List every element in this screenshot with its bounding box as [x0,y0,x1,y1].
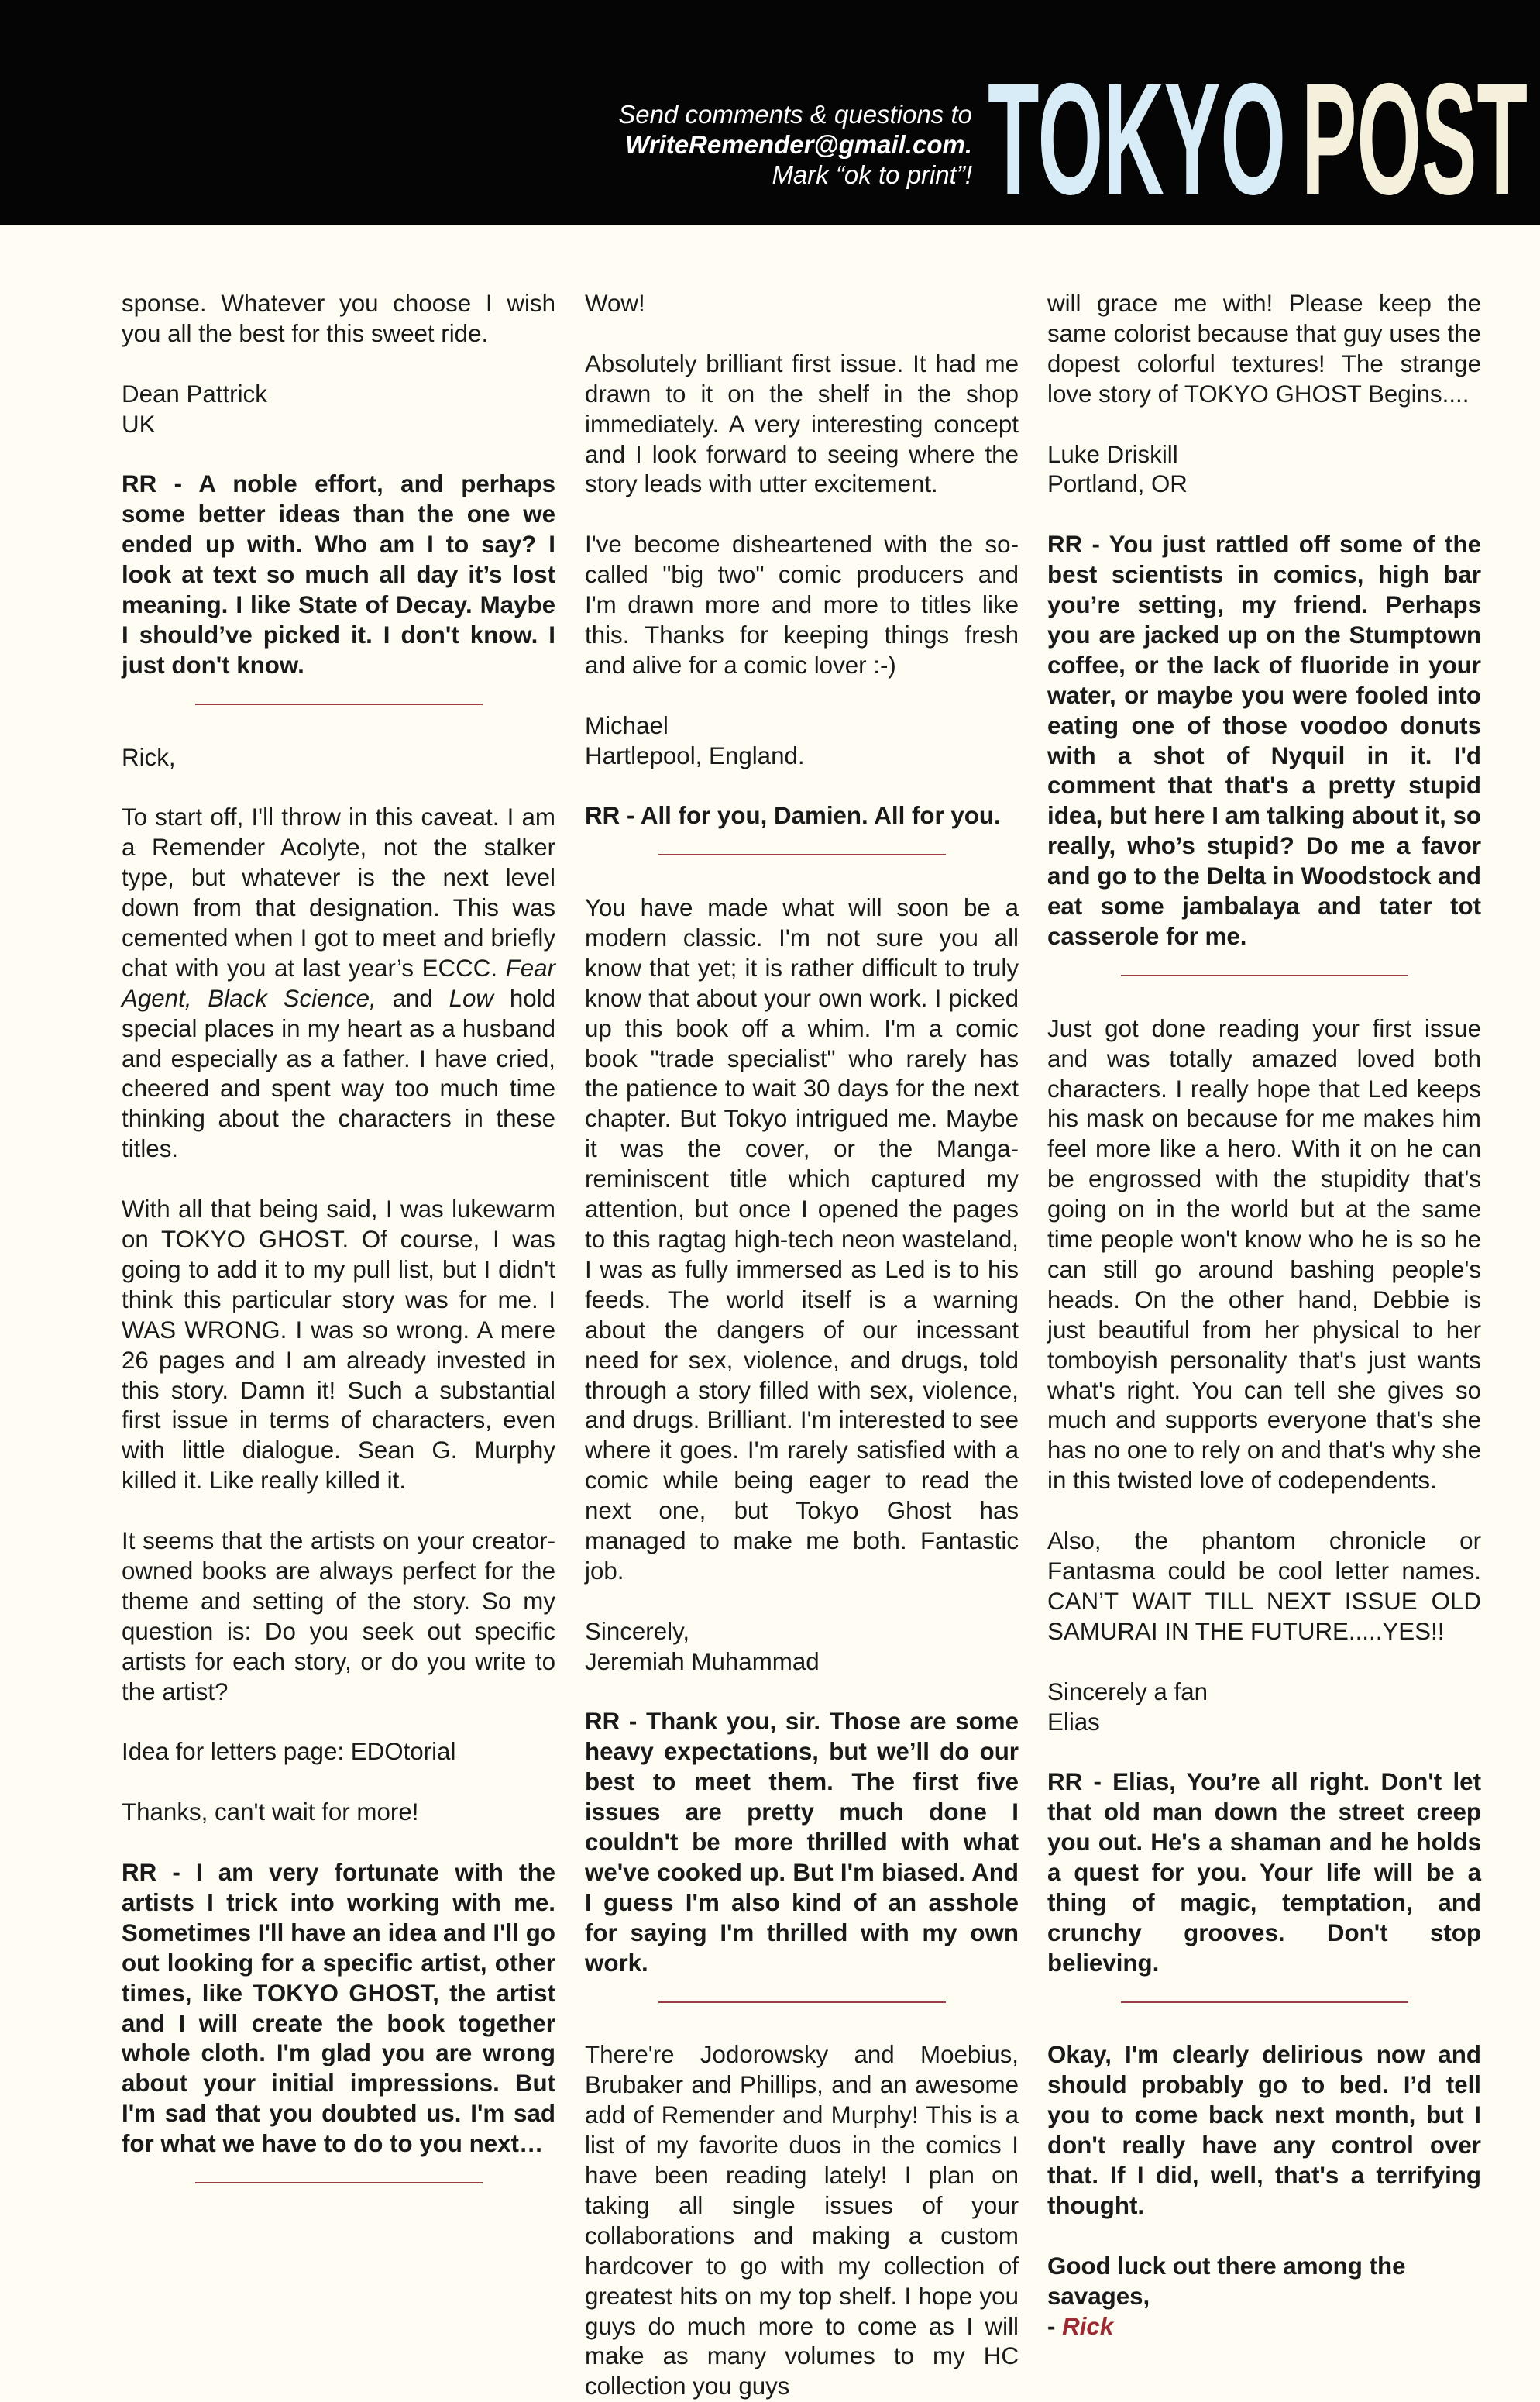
letter-signature [585,1617,1019,1678]
letter-greeting: Rick, [122,743,176,771]
text-run: and [376,984,449,1012]
letter-signature [122,380,555,440]
letter-signature [1047,1678,1481,1738]
signature-name: Luke Driskill [1047,440,1178,468]
letter-signature [1047,440,1481,501]
email-link[interactable]: WriteRemender@gmail.com. [625,130,972,159]
signature-closing: Sincerely, [585,1617,690,1645]
signoff-dash: - [1047,2312,1063,2340]
send-line: Send comments & questions to [618,100,972,129]
signature-place: UK [122,410,156,438]
signoff-name: Rick [1062,2312,1114,2340]
signature-name: Michael [585,711,669,739]
letters-column-3 [1047,289,1481,2342]
signature-place: Portland, OR [1047,470,1188,498]
letter-text: Just got done reading your first issue and was totally amazed loved both characters. I really hope that Led keeps his mask on because for me makes him feel more like a hero. With it on he can be engrossed with the stupidity that's going on in the world but at the same time people won't know who he is so he can still go around bashing people's heads. On the other hand, Debbie is just beautiful from her physical to her tomboyish personality that's just wants what's right. You can tell she gives so much and supports everyone that's she has no one to rely on and that's why she in this twisted love of codependents. [1047,1014,1481,1495]
signoff-text: Good luck out there among the savages, [1047,2252,1406,2310]
signature-closing: Sincerely a fan [1047,1678,1208,1705]
tokyo-post-logo [988,34,1530,228]
signature-name: Jeremiah Muhammad [585,1647,820,1675]
section-divider [658,854,946,855]
letter-text: sponse. Whatever you choose I wish you all the best for this sweet ride. [122,290,555,347]
letter-text: There're Jodorowsky and Moebius, Brubaker and Phillips, and an awesome add of Remender and Murphy! This is a list of my favorite duos in the comics I have been reading lately! I plan on taking all single issues of your collaborations and making a custom hardcover to go with my collection of greatest hits on my top shelf. I hope you guys do much more to come as I will make as many volumes to my HC collection you guys [585,2041,1019,2400]
signature-place: Hartlepool, England. [585,742,805,769]
signature-name: Dean Pattrick [122,380,267,408]
rr-reply: RR - Thank you, sir. Those are some heavy expectations, but we’ll do our best to meet them. The first five issues are pretty much done I couldn't be more thrilled with what we've cooked up. But I'm biased. And I guess I'm also kind of an asshole for saying I'm thrilled with my own work. [585,1708,1019,1977]
letters-column-1 [122,289,555,2221]
letter-signature [585,711,1019,772]
logo-tokyo: TOKYO [988,50,1286,228]
section-divider [1121,2001,1408,2003]
closing-note: Okay, I'm clearly delirious now and should probably go to bed. I’d tell you to come back next month, but I don't really have any control over that. If I did, well, that's a terrifying thought. [1047,2041,1481,2219]
text-run: hold special places in my heart as a husband and especially as a father. I have cried, cheered and spent way too much time thinking about the characters in these titles. [122,984,555,1163]
letter-text: I've become disheartened with the so-called "big two" comic producers and I'm drawn more and more to titles like this. Thanks for keeping things fresh and alive for a comic lover :-) [585,531,1019,679]
letter-text: Also, the phantom chronicle or Fantasma could be cool letter names. CAN’T WAIT TILL NEXT ISSUE OLD SAMURAI IN THE FUTURE.....YES!! [1047,1527,1481,1645]
letter-text: Absolutely brilliant first issue. It had me drawn to it on the shelf in the shop immediately. A very interesting concept and I look forward to seeing where the story leads with utter excitement. [585,349,1019,498]
logo-post: POST [1301,50,1528,228]
rr-reply: RR - Elias, You’re all right. Don't let that old man down the street creep you out. He's a shaman and he holds a quest for you. Your life will be a thing of magic, temptation, and crunchy grooves. Don't stop believing. [1047,1768,1481,1977]
header-bar [0,0,1540,228]
letter-text: With all that being said, I was lukewarm on TOKYO GHOST. Of course, I was going to add it to my pull list, but I didn't think this particular story was for me. I WAS WRONG. I was so wrong. A mere 26 pages and I am already invested in this story. Damn it! Such a substantial first issue in terms of characters, even with little dialogue. Sean G. Murphy killed it. Like really killed it. [122,1196,555,1495]
section-divider [195,2182,483,2183]
book-titles: Fear Agent, Black Science, [122,954,555,1012]
send-comments-note [618,99,972,190]
letter-text: will grace me with! Please keep the same colorist because that guy uses the dopest colorful textures! The strange love story of TOKYO GHOST Begins.... [1047,290,1481,408]
rr-reply: RR - All for you, Damien. All for you. [585,802,1001,830]
letter-text: Idea for letters page: EDOtorial [122,1738,456,1766]
letter-text: It seems that the artists on your creator-owned books are always perfect for the theme and setting of the story. So my question is: Do you seek out specific artists for each story, or do you write to the artist? [122,1527,555,1705]
rr-reply: RR - I am very fortunate with the artists I trick into working with me. Sometimes I'll have an idea and I'll go out looking for a specific artist, other times, like TOKYO GHOST, the artist and I will create the book together whole cloth. I'm glad you are wrong about your initial impressions. But I'm sad that you doubted us. I'm sad for what we have to do to you next… [122,1858,555,2158]
section-divider [658,2001,946,2003]
letter-text: Thanks, can't wait for more! [122,1798,419,1826]
section-divider [195,704,483,705]
signature-name: Elias [1047,1708,1100,1736]
letter-text [122,803,555,1165]
letter-text: You have made what will soon be a modern classic. I'm not sure you all know that yet; it is rather difficult to truly know that about your own work. I picked up this book off a whim. I'm a comic book "trade specialist" who rarely has the patience to wait 30 days for the next chapter. But Tokyo intrigued me. Maybe it was the cover, or the Manga-reminiscent title which captured my attention, but once I opened the pages to this ragtag high-tech neon wasteland, I was as fully immersed as Led is to his feeds. The world itself is a warning about the dangers of our incessant need for sex, violence, and drugs, told through a story filled with sex, violence, and drugs. Brilliant. I'm interested to see where it goes. I'm rarely satisfied with a comic while being eager to read the next one, but Tokyo Ghost has managed to make me both. Fantastic job. [585,894,1019,1585]
letters-column-2 [585,289,1019,2402]
letter-text: Wow! [585,290,645,317]
section-divider [1121,975,1408,976]
ok-to-print-line: Mark “ok to print”! [772,160,972,189]
rr-reply: RR - You just rattled off some of the best scientists in comics, high bar you’re setting, my friend. Perhaps you are jacked up on the Stumptown coffee, or the lack of fluoride in your water, or maybe you were fooled into eating one of those voodoo donuts with a shot of Nyquil in it. I'd comment that that's a pretty stupid idea, but here I am talking about it, so really, who’s stupid? Do me a favor and go to the Delta in Woodstock and eat some jambalaya and tater tot casserole for me. [1047,531,1481,950]
rr-reply: RR - A noble effort, and perhaps some better ideas than the one we ended up with. Who am I to say? I look at text so much all day it’s lost meaning. I like State of Decay. Maybe I should’ve picked it. I don't know. I just don't know. [122,470,555,679]
closing-signoff [1047,2252,1481,2342]
book-title: Low [449,984,493,1012]
text-run: To start off, I'll throw in this caveat. I am a Remender Acolyte, not the stalker type, but whatever is the next level down from that designation. This was cemented when I got to meet and briefly chat with you at last year’s ECCC. [122,804,555,982]
